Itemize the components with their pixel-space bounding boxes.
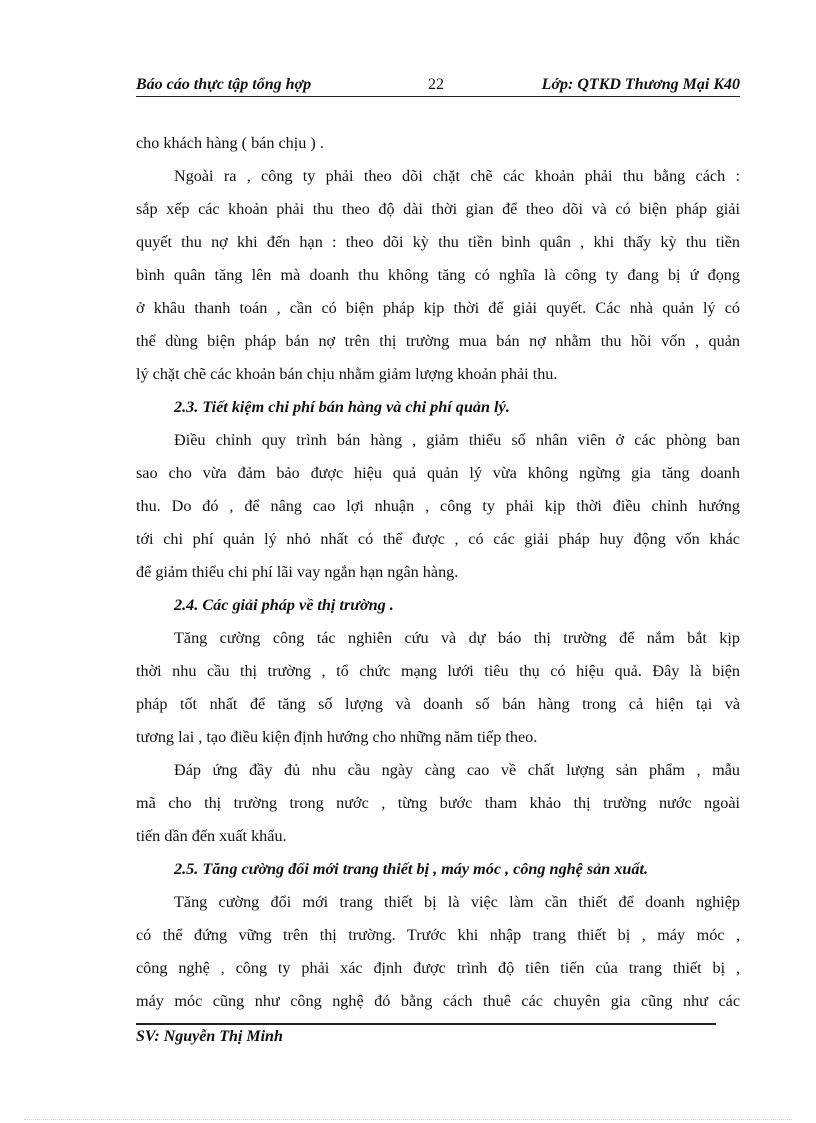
text-line: ở khâu thanh toán , cần có biện pháp kịp thời để giải quyết. Các nhà quản lý có [136,299,740,317]
text-line: thể dùng biện pháp bán nợ trên thị trường mua bán nợ nhằm thu hồi vốn , quản [136,332,740,350]
text-line: Điều chỉnh quy trình bán hàng , giảm thiểu số nhân viên ở các phòng ban [174,431,740,449]
text-line: sao cho vừa đảm bảo được hiệu quả quản lý vừa không ngừng gia tăng doanh [136,464,740,482]
header-report-title: Báo cáo thực tập tổng hợp [136,76,312,93]
text-line: tiến dần đến xuất khẩu. [136,827,287,845]
section-heading-2-4: 2.4. Các giải pháp về thị trường . [174,596,394,614]
text-line: bình quân tăng lên mà doanh thu không tăng có nghĩa là công ty đang bị ứ đọng [136,266,740,284]
page-header [136,74,740,97]
text-line: máy móc cũng như công nghệ đó bằng cách thuê các chuyên gia cũng như các [136,992,740,1010]
text-line: cho khách hàng ( bán chịu ) . [136,134,324,152]
text-line: có thể đứng vững trên thị trường. Trước khi nhập trang thiết bị , máy móc , [136,926,740,944]
text-line: tương lai , tạo điều kiện định hướng cho những năm tiếp theo. [136,728,538,746]
text-line: pháp tốt nhất để tăng số lượng và doanh số bán hàng trong cả hiện tại và [136,695,740,713]
page-number: 22 [428,76,444,93]
text-line: thu. Do đó , để nâng cao lợi nhuận , công ty phải kịp thời điều chỉnh hướng [136,497,740,515]
text-line: lý chặt chẽ các khoản bán chịu nhằm giảm lượng khoản phải thu. [136,365,558,383]
text-line: Tăng cường công tác nghiên cứu và dự báo thị trường để nắm bắt kịp [174,629,740,647]
text-line: sắp xếp các khoản phải thu theo độ dài thời gian để theo dõi và có biện pháp giải [136,200,740,218]
header-class-name: Lớp: QTKD Thương Mại K40 [541,76,740,93]
text-line: Đáp ứng đầy đủ nhu cầu ngày càng cao về chất lượng sản phẩm , mẫu [174,761,740,779]
text-line: để giảm thiểu chi phí lãi vay ngắn hạn ngân hàng. [136,563,459,581]
footer-student-name: SV: Nguyễn Thị Minh [136,1028,283,1045]
text-line: mã cho thị trường trong nước , từng bước tham khảo thị trường nước ngoài [136,794,740,812]
footer-divider [136,1023,716,1025]
section-heading-2-3: 2.3. Tiết kiệm chi phí bán hàng và chi phí quản lý. [174,398,510,416]
section-heading-2-5: 2.5. Tăng cường đổi mới trang thiết bị , máy móc , công nghệ sản xuất. [174,860,649,878]
text-line: Tăng cường đổi mới trang thiết bị là việc làm cần thiết để doanh nghiệp [174,893,740,911]
text-line: thời nhu cầu thị trường , tổ chức mạng lưới tiêu thụ có hiệu quả. Đây là biện [136,662,740,680]
text-line: quyết thu nợ khi đến hạn : theo dõi kỳ thu tiền bình quân , khi thấy kỳ thu tiền [136,233,740,251]
text-line: Ngoài ra , công ty phải theo dõi chặt chẽ các khoản phải thu bằng cách : [174,167,740,185]
text-line: công nghệ , công ty phải xác định được trình độ tiên tiến của trang thiết bị , [136,959,740,977]
page-edge-divider [24,1119,792,1120]
text-line: tới chi phí quản lý nhỏ nhất có thể được , có các giải pháp huy động vốn khác [136,530,740,548]
